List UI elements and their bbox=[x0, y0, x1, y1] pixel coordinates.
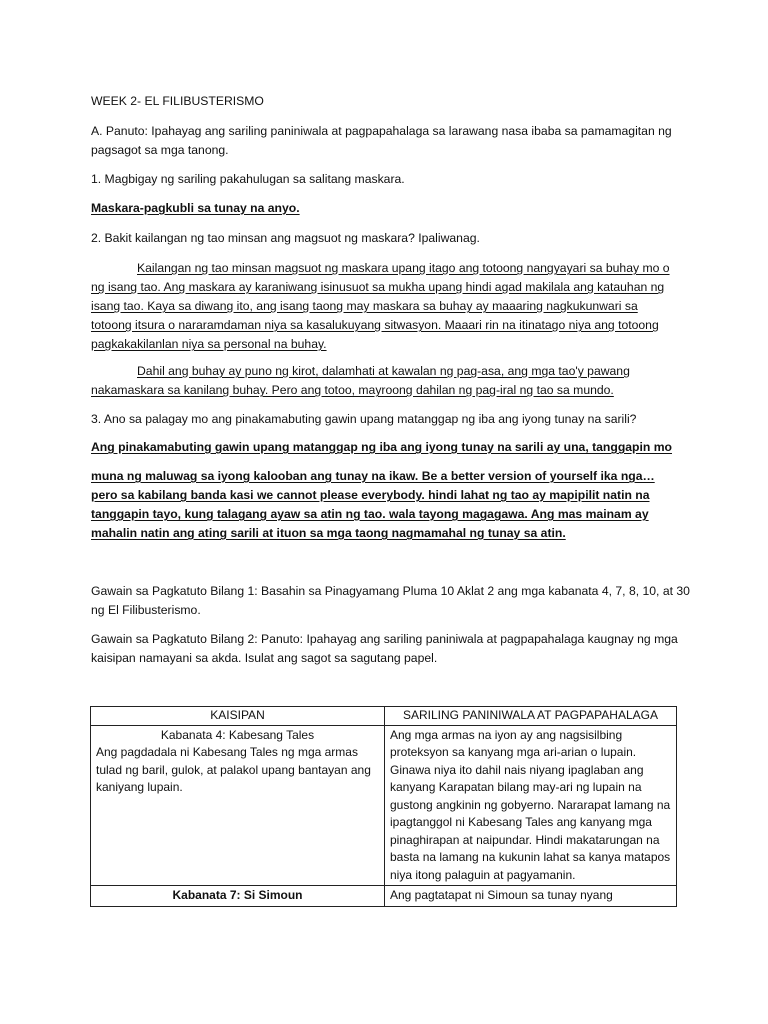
header-paniniwala: SARILING PANINIWALA AT PAGPAPAHALAGA bbox=[385, 707, 677, 726]
answer-2-paragraph-2-text: Dahil ang buhay ay puno ng kirot, dalamhati at kawalan ng pag-asa, ang mga tao'y pawang nakamaskara sa kanilang buhay. Pero ang totoo, mayroong dahilan ng pag-iral ng tao sa mundo. bbox=[91, 364, 630, 397]
kaisipan-cell bbox=[91, 886, 385, 907]
answer-2-paragraph-2 bbox=[91, 362, 676, 400]
table-row bbox=[91, 886, 677, 907]
gawain-2: Gawain sa Pagkatuto Bilang 2: Panuto: Ipahayag ang sariling paniniwala at pagpapahalaga kaugnay ng mga kaisipan namayani sa akda. Isulat ang sagot sa sagutang papel. bbox=[91, 632, 678, 665]
header-kaisipan: KAISIPAN bbox=[91, 707, 385, 726]
gawain-1: Gawain sa Pagkatuto Bilang 1: Basahin sa Pinagyamang Pluma 10 Aklat 2 ang mga kabanata 4, 7, 8, 10, at 30 ng El Filibusterismo. bbox=[91, 584, 690, 617]
paniniwala-cell: Ang pagtatapat ni Simoun sa tunay nyang bbox=[385, 886, 677, 907]
answer-1: Maskara-pagkubli sa tunay na anyo. bbox=[91, 201, 300, 215]
kaisipan-text: Ang pagdadala ni Kabesang Tales ng mga armas tulad ng baril, gulok, at palakol upang bantayan ang kaniyang lupain. bbox=[96, 745, 371, 794]
kabanata-heading: Kabanata 7: Si Simoun bbox=[172, 888, 303, 902]
paniniwala-cell: Ang mga armas na iyon ay ang nagsisilbing proteksyon sa kanyang mga ari-arian o lupain. Ginawa niya ito dahil nais niyang ipaglaban ang kanyang Karapatan bilang may-ari ng lupain na gustong angkinin ng gobyerno. Nararapat lamang na ipagtanggol ni Kabesang Tales ang kanyang mga pinaghirapan at naipundar. Hindi makatarungan na basta na lamang na kukunin lahat sa kanya matapos niya itong palaguin at pagyamanin. bbox=[385, 725, 677, 886]
question-1: 1. Magbigay ng sariling pakahulugan sa salitang maskara. bbox=[91, 172, 405, 186]
section-a-instructions: A. Panuto: Ipahayag ang sariling paniniwala at pagpapahalaga sa larawang nasa ibaba sa pamamagitan ng pagsagot sa mga tanong. bbox=[91, 124, 672, 157]
question-2: 2. Bakit kailangan ng tao minsan ang magsuot ng maskara? Ipaliwanag. bbox=[91, 231, 480, 245]
answer-3-line-1: Ang pinakamabuting gawin upang matanggap ng iba ang iyong tunay na sarili ay una, tanggapin mo bbox=[91, 440, 672, 454]
answer-2-paragraph-1 bbox=[91, 259, 676, 354]
kaisipan-table bbox=[90, 706, 677, 907]
kaisipan-cell bbox=[91, 725, 385, 886]
table-row bbox=[91, 725, 677, 886]
question-3: 3. Ano sa palagay mo ang pinakamabuting gawin upang matanggap ng iba ang iyong tunay na sarili? bbox=[91, 412, 637, 426]
kabanata-heading: Kabanata 4: Kabesang Tales bbox=[160, 727, 315, 742]
answer-2-paragraph-1-text: Kailangan ng tao minsan magsuot ng maskara upang itago ang totoong nangyayari sa buhay mo o ng isang tao. Ang maskara ay karaniwang isinusuot sa mukha upang hindi agad makilala ang katauhan ng isang tao. Kaya sa diwang ito, ang isang taong may maskara sa buhay ay maaaring nagkukunwari sa totoong itsura o nararamdaman niya sa kasalukuyang sitwasyon. Maaari rin na itinatago niya ang totoong pagkakakilanlan niya sa personal na buhay. bbox=[91, 261, 670, 351]
answer-3-rest: muna ng maluwag sa iyong kalooban ang tunay na ikaw. Be a better version of yourself ika nga…pero sa kabilang banda kasi we cannot please everybody. hindi lahat ng tao ay mapipilit natin na tanggapin tayo, kung talagang ayaw sa atin ng tao. wala tayong magagawa. Ang mas mainam ay mahalin natin ang ating sarili at ituon sa mga taong nagmamahal ng tunay sa atin. bbox=[91, 469, 655, 540]
document-title: WEEK 2- EL FILIBUSTERISMO bbox=[91, 94, 264, 108]
table-header-row bbox=[91, 707, 677, 726]
